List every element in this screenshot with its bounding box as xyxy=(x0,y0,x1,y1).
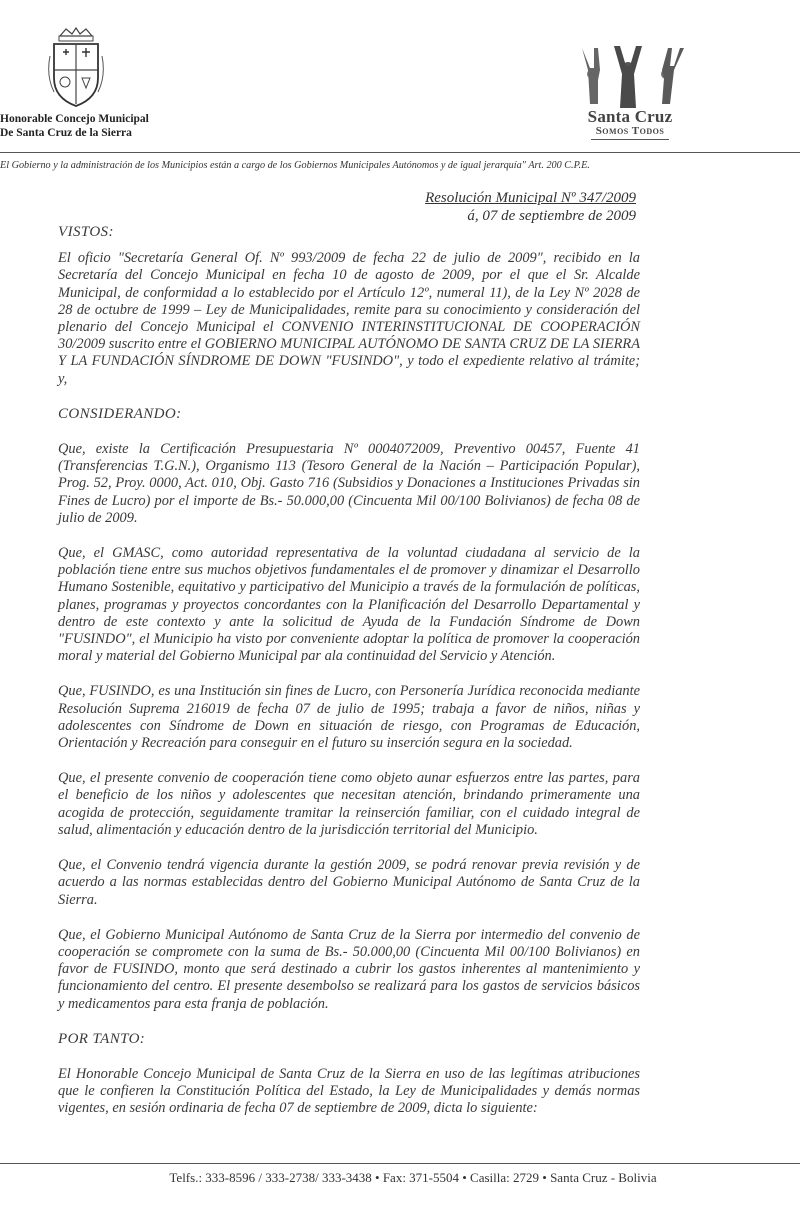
brand-name: Santa Cruz xyxy=(587,107,673,126)
considerando-paragraph: Que, el GMASC, como autoridad representativa de la voluntad ciudadana al servicio de la población tiene entre sus muchos objetivos fundamentales el de promover y dinamizar el Desarrollo Humano Sostenible, equitativo y participativo del Municipio a través de la formulación de políticas, planes, programas y proyectos concordantes con la Planificación del Desarrollo Departamental y dentro de este contexto y ante la solicitud de Ayuda de la Fundación Síndrome de Down "FUSINDO", el Municipio ha visto por conveniente adoptar la política de promover la cooperación moral y material del Gobierno Municipal par ala continuidad del Servicio y Atención. xyxy=(58,545,640,665)
portanto-paragraph: El Honorable Concejo Municipal de Santa Cruz de la Sierra en uso de las legítimas atribuciones que le confieren la Constitución Política del Estado, la Ley de Municipalidades y demás normas vigentes, en sesión ordinaria de fecha 07 de septiembre de 2009, dicta lo siguiente: xyxy=(58,1065,640,1117)
council-line-2: De Santa Cruz de la Sierra xyxy=(0,127,132,139)
coat-of-arms-icon xyxy=(48,26,104,110)
brand-underline xyxy=(591,139,669,140)
document-body xyxy=(58,224,640,1118)
considerando-paragraph: Que, el Convenio tendrá vigencia durante la gestión 2009, se podrá renovar previa revisión y de acuerdo a las normas establecidas dentro del Gobierno Municipal Autónomo de Santa Cruz de la Sierra. xyxy=(58,857,640,908)
santa-cruz-brand xyxy=(570,108,690,140)
header-divider xyxy=(0,152,800,153)
considerando-paragraph: Que, el presente convenio de cooperación tiene como objeto aunar esfuerzos entre las partes, para el beneficio de los niños y adolescentes que necesitan atención, brindando primeramente una acogida de protección, seguidamente tramitar la reinserción familiar, con el cuidado integral de salud, alimentación y educación dentro de la jurisdicción territorial del Municipio. xyxy=(58,770,640,838)
vistos-paragraph: El oficio "Secretaría General Of. Nº 993/2009 de fecha 22 de julio de 2009", recibido en la Secretaría del Concejo Municipal en fecha 10 de agosto de 2009, por el que el Sr. Alcalde Municipal, de conformidad a lo establecido por el Artículo 12º, numeral 11), de la Ley Nº 2028 de 28 de octubre de 1999 – Ley de Municipalidades, remite para su conocimiento y consideración del plenario del Concejo Municipal el CONVENIO INTERINSTITUCIONAL DE COOPERACIÓN 30/2009 suscrito entre el GOBIERNO MUNICIPAL AUTÓNOMO DE SANTA CRUZ DE LA SIERRA Y LA FUNDACIÓN SÍNDROME DE DOWN "FUSINDO", y todo el expediente relativo al trámite; y, xyxy=(58,250,640,387)
portanto-heading: POR TANTO: xyxy=(58,1030,146,1047)
footer-divider xyxy=(0,1163,800,1164)
resolution-title: Resolución Municipal Nº 347/2009 xyxy=(425,190,636,206)
resolution-date: á, 07 de septiembre de 2009 xyxy=(467,208,636,224)
santa-cruz-logo-icon xyxy=(578,44,688,112)
footer-contact: Telfs.: 333-8596 / 333-2738/ 333-3438 • Fax: 371-5504 • Casilla: 2729 • Santa Cruz - Bolivia xyxy=(169,1170,657,1185)
considerando-paragraph: Que, el Gobierno Municipal Autónomo de Santa Cruz de la Sierra por intermedio del convenio de cooperación se compromete con la suma de Bs.- 50.000,00 (Cincuenta Mil 00/100 Bolivianos) en favor de FUSINDO, monto que será destinado a cubrir los gastos inherentes al mantenimiento y funcionamiento del centro. El presente desembolso se realizará para los gastos de servicios básicos y medicamentos para esta franja de población. xyxy=(58,926,640,1012)
brand-slogan: Somos Todos xyxy=(595,125,665,137)
council-name xyxy=(0,112,149,140)
constitution-motto: El Gobierno y la administración de los Municipios están a cargo de los Gobiernos Municipales Autónomos y de igual jerarquía" Art. 200 C.P.E. xyxy=(0,160,590,171)
vistos-heading: VISTOS: xyxy=(58,224,114,240)
council-line-1: Honorable Concejo Municipal xyxy=(0,113,149,125)
considerando-heading: CONSIDERANDO: xyxy=(58,405,182,422)
considerando-paragraph: Que, FUSINDO, es una Institución sin fines de Lucro, con Personería Jurídica reconocida mediante Resolución Suprema 216019 de fecha 07 de julio de 1995; trabaja a favor de niños, niñas y adolescentes con Síndrome de Down en situación de riesgo, con Programas de Educación, Orientación y Recreación para conseguir en el futuro su inserción segura en la sociedad. xyxy=(58,683,640,752)
considerando-paragraph: Que, existe la Certificación Presupuestaria Nº 0004072009, Preventivo 00457, Fuente 41 (Transferencias T.G.N.), Organismo 113 (Tesoro General de la Nación – Participación Popular), Prog. 52, Proy. 0000, Act. 010, Obj. Gasto 716 (Subsidios y Donaciones a Instituciones Privadas sin Fines de Lucro) por el importe de Bs.- 50.000,00 (Cincuenta Mil 00/100 Bolivianos) de fecha 08 de julio de 2009. xyxy=(58,441,640,526)
